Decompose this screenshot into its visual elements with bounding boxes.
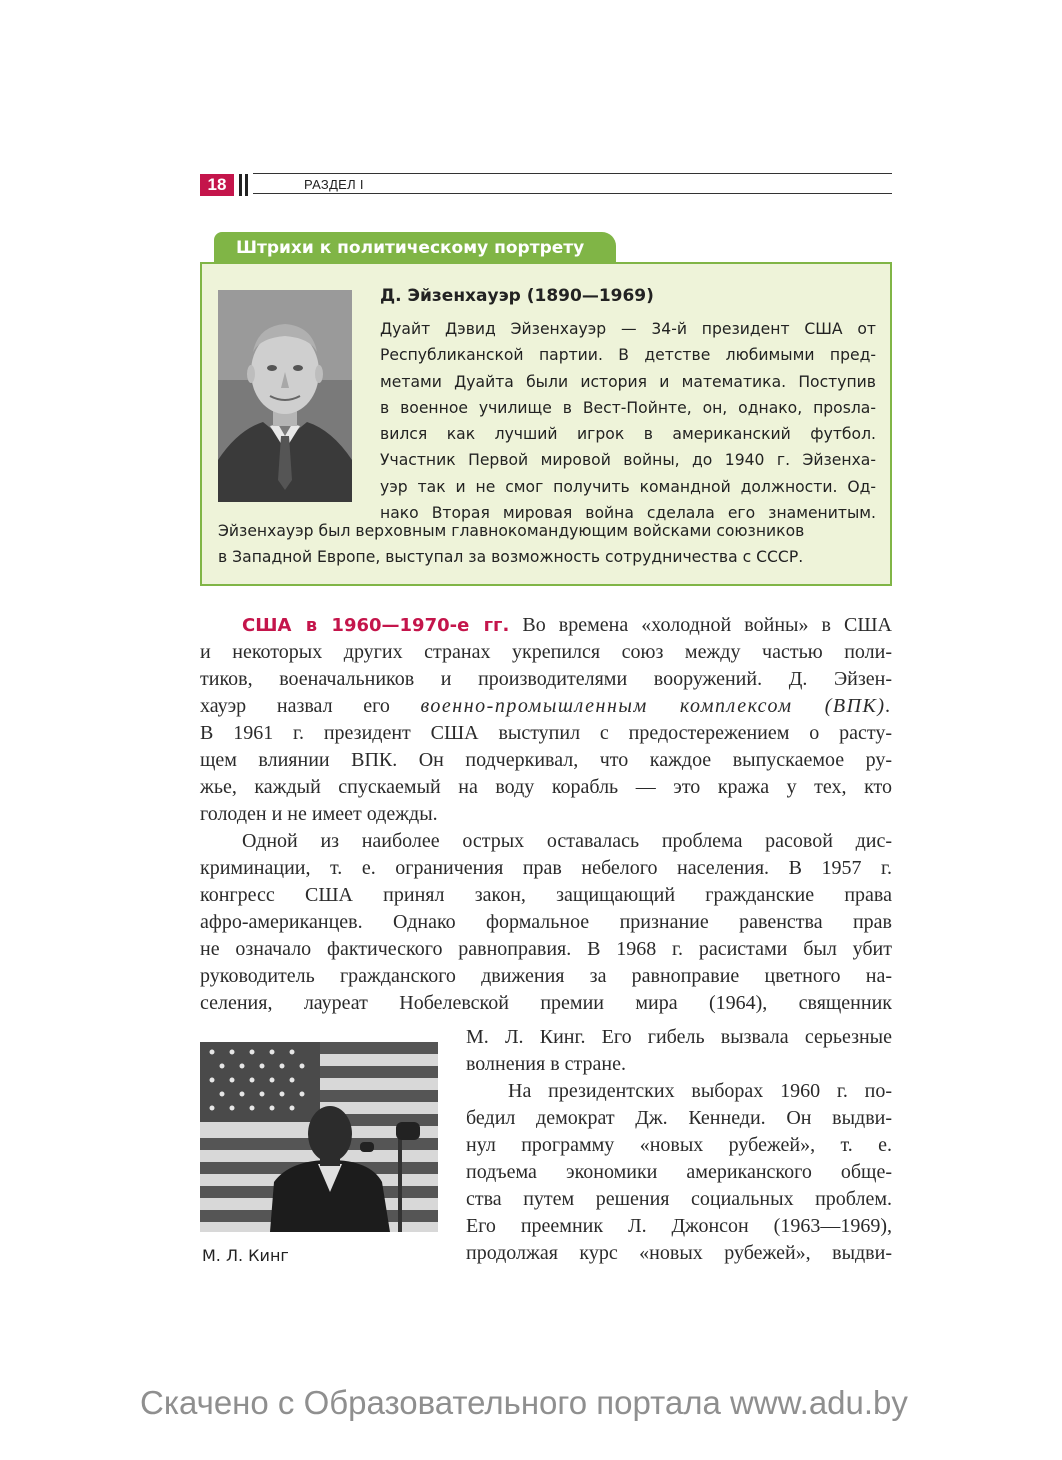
box-text-line: метами Дуайта были история и математика. Поступив: [380, 372, 876, 391]
box-text-line: в военное училище в Вест-Пойнте, он, однако, прosла-: [380, 398, 876, 417]
text-line: подъема экономики американского обще-: [466, 1161, 892, 1183]
box-text-line: вился как лучший игрок в американский футбол.: [380, 425, 876, 444]
text-line: Его преемник Л. Джонсон (1963—1969),: [466, 1215, 892, 1237]
header-bar: [245, 174, 248, 196]
header-rule: [253, 193, 892, 194]
text-line: криминации, т. е. ограничения прав небелого населения. В 1957 г.: [200, 857, 892, 879]
box-text-line: уэр так и не смог получить командной должности. Од-: [380, 477, 876, 496]
text-line: продолжая курс «новых рубежей», выдви-: [466, 1242, 892, 1264]
text-line: ства путем решения социальных проблем.: [466, 1188, 892, 1210]
box-text: [380, 316, 876, 526]
box-text-line: нако Вторая мировая война сделала его знаменитым.: [380, 504, 876, 523]
box-text-line: в Западной Европе, выступал за возможность сотрудничества с СССР.: [218, 548, 804, 567]
text-line: афро-американцев. Однако формальное признание равенства прав: [200, 911, 892, 933]
header-bar: [239, 174, 242, 196]
box-text-line: Участник Первой мировой войны, до 1940 г. Эйзенха-: [380, 451, 876, 470]
text-line: [200, 693, 892, 720]
section-title: США в 1960—1970-е гг.: [242, 615, 510, 636]
main-text: [200, 612, 892, 1017]
text-line: На президентских выборах 1960 г. по-: [508, 1080, 892, 1102]
text-line: жье, каждый спускаемый на воду корабль — это кража у тех, кто: [200, 776, 892, 798]
text-line: конгресс США принял закон, защищающий гражданские права: [200, 884, 892, 906]
box-text-line: Республиканской партии. В детстве любимыми пред-: [380, 346, 876, 365]
term-vpk: военно-промышленным комплексом (ВПК).: [420, 695, 892, 717]
header-rule: [253, 173, 892, 174]
watermark: Скачено с Образовательного портала www.adu.by: [140, 1384, 908, 1421]
text-line: голоден и не имеет одежды.: [200, 803, 438, 825]
text-line: тиков, военачальников и производителями вооружений. Д. Эйзен-: [200, 668, 892, 690]
box-text-line: Дуайт Дэвид Эйзенхауэр — 34-й президент США от: [380, 320, 876, 338]
eisenhower-portrait: [218, 290, 352, 502]
text-line: не означало фактического равноправия. В 1968 г. расистами был убит: [200, 938, 892, 960]
text-line: руководитель гражданского движения за равноправие цветного на-: [200, 965, 892, 987]
king-photo: [200, 1042, 438, 1232]
text-line: нул программу «новых рубежей», т. е.: [466, 1134, 892, 1156]
page-number: 18: [200, 174, 234, 196]
narrow-text: [466, 1024, 892, 1267]
box-text-full: [218, 518, 882, 571]
running-header: [200, 172, 892, 198]
section-label: РАЗДЕЛ I: [304, 177, 364, 192]
portrait-box: [200, 262, 892, 586]
text-fragment: Во времена «холодной войны» в США: [522, 614, 893, 636]
box-tab-title: Штрихи к политическому портрету: [214, 232, 616, 264]
text-line: бедил демократ Дж. Кеннеди. Он выдви-: [466, 1107, 892, 1129]
text-line: В 1961 г. президент США выступил с предостережением о расту-: [200, 722, 892, 744]
text-line: М. Л. Кинг. Его гибель вызвала серьезные: [466, 1026, 892, 1048]
text-fragment: хауэр назвал его: [200, 695, 390, 717]
box-heading: Д. Эйзенхауэр (1890—1969): [380, 286, 654, 306]
text-line: Одной из наиболее острых оставалась проблема расовой дис-: [242, 830, 892, 852]
text-line: щем влиянии ВПК. Он подчеркивал, что каждое выпускаемое ру-: [200, 749, 892, 771]
text-line: и некоторых других странах укрепился союз между частью поли-: [200, 641, 892, 663]
photo-caption: М. Л. Кинг: [202, 1246, 289, 1265]
box-text-line: Эйзенхауэр был верховным главнокомандующим войсками союзников: [218, 522, 805, 540]
text-line: волнения в стране.: [466, 1053, 626, 1075]
text-line: [200, 612, 892, 639]
text-line: селения, лауреат Нобелевской премии мира (1964), священник: [200, 992, 892, 1014]
